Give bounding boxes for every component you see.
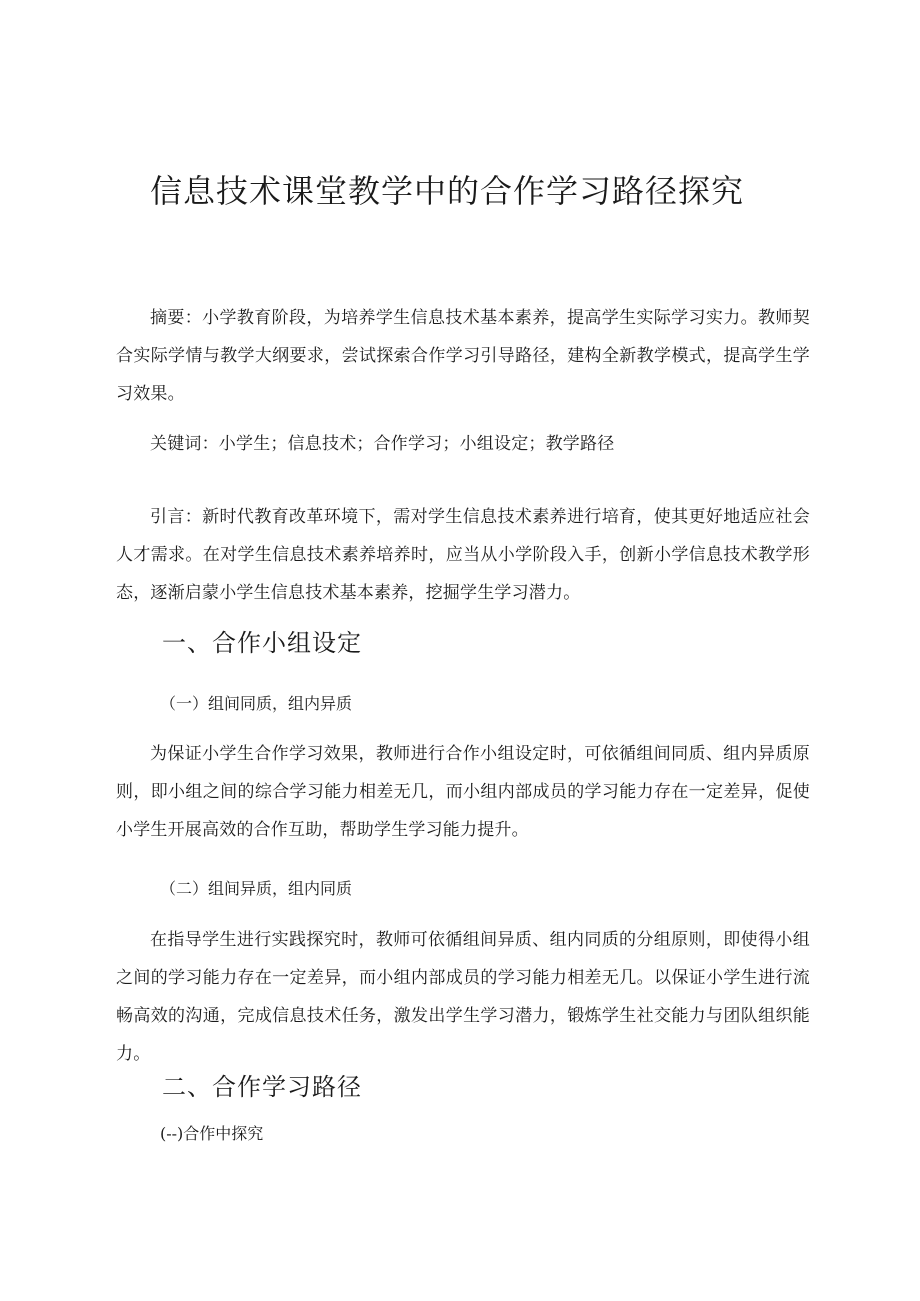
keywords-paragraph: 关键词：小学生；信息技术；合作学习；小组设定；教学路径 [150, 434, 615, 454]
document-title: 信息技术课堂教学中的合作学习路径探究 [150, 172, 745, 210]
section-1-1-body: 为保证小学生合作学习效果，教师进行合作小组设定时，可依循组间同质、组内异质原则，即小组之间的综合学习能力相差无几，而小组内部成员的学习能力存在一定差异，促使小学生开展高效的合作互助，帮助学生学习能力提升。 [116, 744, 810, 840]
section-1-heading: 一、合作小组设定 [162, 629, 362, 657]
section-2-heading: 二、合作学习路径 [162, 1073, 362, 1101]
section-2-1-heading: (--)合作中探究 [160, 1124, 264, 1143]
abstract-paragraph: 摘要：小学教育阶段，为培养学生信息技术基本素养，提高学生实际学习实力。教师契合实际学情与教学大纲要求，尝试探索合作学习引导路径，建构全新教学模式，提高学生学习效果。 [116, 308, 810, 404]
section-1-2-heading: （二）组间异质，组内同质 [160, 879, 353, 898]
intro-paragraph: 引言：新时代教育改革环境下，需对学生信息技术素养进行培育，使其更好地适应社会人才需求。在对学生信息技术素养培养时，应当从小学阶段入手，创新小学信息技术教学形态，逐渐启蒙小学生信息技术基本素养，挖掘学生学习潜力。 [116, 507, 810, 603]
section-1-1-heading: （一）组间同质，组内异质 [160, 694, 353, 713]
section-1-2-body: 在指导学生进行实践探究时，教师可依循组间异质、组内同质的分组原则，即使得小组之间的学习能力存在一定差异，而小组内部成员的学习能力相差无几。以保证小学生进行流畅高效的沟通，完成信息技术任务，激发出学生学习潜力，锻炼学生社交能力与团队组织能力。 [116, 930, 810, 1064]
